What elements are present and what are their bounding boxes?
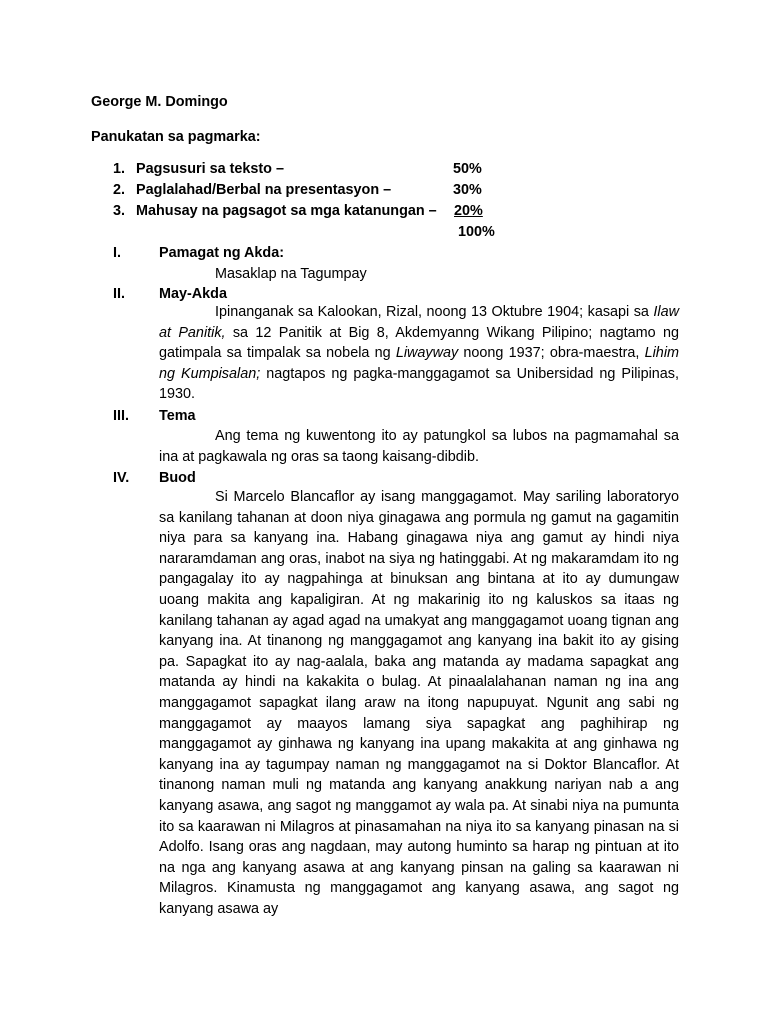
author-text: Ipinanganak sa Kalookan, Rizal, noong 13 Oktubre 1904; kasapi sa: [215, 304, 654, 320]
criterion-number: 1.: [113, 161, 126, 177]
criterion-label: Pagsusuri sa teksto –: [136, 161, 284, 177]
section-heading-summary: Buod: [159, 470, 196, 486]
author-text: sa 12 Panitik at Big 8, Akdemyanng Wikang Pilipino; nagtamo ng gatimpala sa timpalak sa nobela ng: [159, 324, 679, 362]
author-paragraph: [159, 302, 679, 405]
criterion-label: Paglalahad/Berbal na presentasyon –: [136, 182, 392, 198]
criterion-percent: 20%: [454, 203, 483, 219]
work-title: Masaklap na Tagumpay: [215, 266, 367, 282]
summary-paragraph: Si Marcelo Blancaflor ay isang manggagamot. May sariling laboratoryo sa kanilang tahanan at doon niya ginagawa ang pormula ng gamut na gagamitin niya para sa kanyang ina. Habang ginagawa niya ang gamut ay hindi niya nararamdaman ang oras, inabot na siya ng hatinggabi. At ng makaramdam ito ng pangagalay ito ay nagpahinga at binuksan ang bintana at ito ay dumungaw uoang makita ang kapaligiran. At ng makarinig ito ng kaluskos sa itaas ng kanilang tahanan ay agad agad na umakyat ang manggagamot uoang tignan ang kanyang ina. At tinanong ng manggagamot ang kanyang ina bakit ito ay gising pa. Sapagkat ito ay nag-aalala, baka ang matanda ay madama sapagkat ang matanda ay hindi na kakakita o bulag. At pinaalalahanan naman ng ina ang manggagamot sapagkat ilang araw na itong napupuyat. Ngunit ang sabi ng manggagamot ay maayos lamang siya sapagkat ang paghihirap ng manggagamot ay ginhawa ng kanyang ina upang makakita at ang ginhawa ng kanyang ina ay tagumpay naman ng manggagamot na si Doktor Blancaflor. At tinanong naman muli ng matanda ang kanyang anakkung nariyan nab a ang kanyang asawa, ang sagot ng manggamot ay wala pa. At sinabi niya na pumunta ito sa kaarawan ni Milagros at pinasamahan na niya ito sa kanyang pinasan na si Adolfo. Isang oras ang nagdaan, may autong huminto sa harap ng pintuan at ito na nga ang kanyang asawa at ang kanyang pinsan na galing sa kaarawan ni Milagros. Kinamusta ng manggagamot ang kanyang asawa, ang sagot ng kanyang asawa ay: [159, 489, 679, 917]
criterion-percent: 50%: [453, 161, 482, 177]
author-italic-text: Lihim ng Kumpisalan;: [159, 345, 679, 382]
author-italic-text: Ilaw at Panitik,: [159, 304, 679, 341]
section-numeral: III.: [113, 408, 129, 424]
section-numeral: II.: [113, 286, 125, 302]
criterion-number: 3.: [113, 203, 126, 219]
author-text: nagtapos ng pagka-manggagamot sa Unibersidad ng Pilipinas, 1930.: [159, 365, 679, 403]
section-numeral: I.: [113, 245, 121, 261]
theme-paragraph: Ang tema ng kuwentong ito ay patungkol sa lubos na pagmamahal sa ina at pagkawala ng oras sa taong kaisang-dibdib.: [159, 428, 679, 465]
section-numeral: IV.: [113, 470, 130, 486]
total-percent: 100%: [458, 224, 495, 240]
author-name: George M. Domingo: [91, 94, 228, 110]
author-italic-text: Liwayway: [395, 345, 459, 362]
section-heading-title: Pamagat ng Akda:: [159, 245, 285, 261]
section-heading-theme: Tema: [159, 408, 196, 424]
author-text: noong 1937; obra-maestra,: [458, 345, 645, 362]
rubric-title: Panukatan sa pagmarka:: [91, 129, 261, 145]
criterion-percent: 30%: [453, 182, 482, 198]
criterion-number: 2.: [113, 182, 126, 198]
section-heading-author: May-Akda: [159, 286, 227, 302]
criterion-label: Mahusay na pagsagot sa mga katanungan –: [136, 203, 437, 219]
